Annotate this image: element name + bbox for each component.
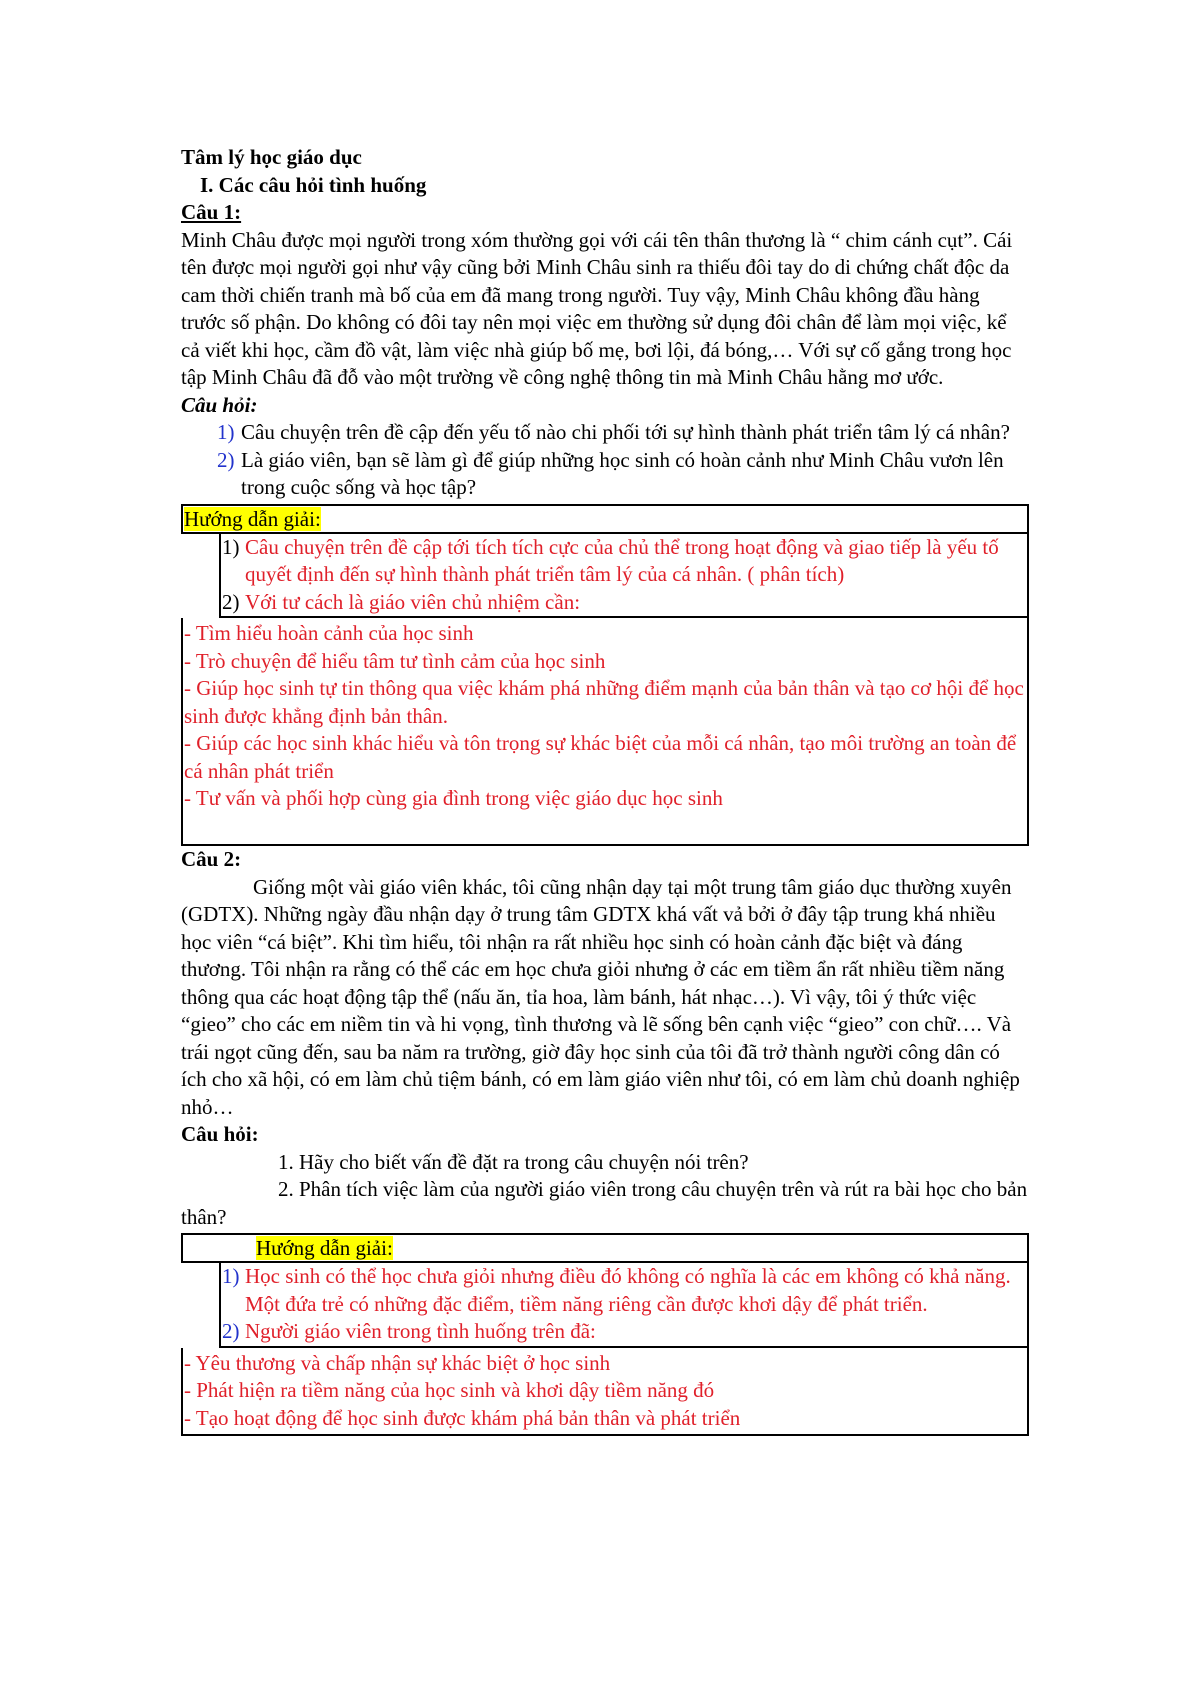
q2-question-2: 2. Phân tích việc làm của người giáo viên trong câu chuyện trên và rút ra bài học cho bản thân? xyxy=(181,1177,1028,1229)
q2-answer-1: 1) Học sinh có thể học chưa giỏi nhưng điều đó không có nghĩa là các em không có khả năng. Một đứa trẻ có những đặc điểm, tiềm năng riêng cần được khơi dậy để phát triển. xyxy=(222,1264,1011,1316)
q2-action: - Phát hiện ra tiềm năng của học sinh và khơi dậy tiềm năng đó xyxy=(184,1378,715,1402)
q2-question-1: 1. Hãy cho biết vấn đề đặt ra trong câu chuyện nói trên? xyxy=(278,1149,749,1174)
q1-actions-box xyxy=(181,618,1029,846)
q2-actions-box xyxy=(181,1348,1029,1437)
q1-action: - Tìm hiểu hoàn cảnh của học sinh xyxy=(184,621,474,645)
q1-questions-label: Câu hỏi: xyxy=(181,392,258,417)
q1-question-list xyxy=(181,419,1029,502)
q1-action: - Giúp học sinh tự tin thông qua việc khám phá những điểm mạnh của bản thân và tạo cơ hội để học sinh được khẳng định bản thân. xyxy=(184,676,1024,728)
section-heading: I. Các câu hỏi tình huống xyxy=(200,172,427,197)
q2-action: - Tạo hoạt động để học sinh được khám phá bản thân và phát triển xyxy=(184,1405,741,1430)
q1-label: Câu 1: xyxy=(181,200,242,224)
doc-title: Tâm lý học giáo dục xyxy=(181,145,362,169)
q1-guide-box xyxy=(181,504,1029,534)
q1-question-2: 2) Là giáo viên, bạn sẽ làm gì để giúp những học sinh có hoàn cảnh như Minh Châu vươn lên trong cuộc sống và học tập? xyxy=(217,447,1004,499)
q2-guide-box xyxy=(181,1233,1029,1263)
q1-text: Minh Châu được mọi người trong xóm thường gọi với cái tên thân thương là “ chim cánh cụt”. Cái tên được mọi người gọi như vậy cũng bởi Minh Châu sinh ra thiếu đôi tay do di chứng chất độc da cam thời chiến tranh mà bố của em đã mang trong người. Tuy vậy, Minh Châu không đầu hàng trước số phận. Do không có đôi tay nên mọi việc em thường sử dụng đôi chân để làm mọi việc, kể cả viết khi học, cầm đồ vật, làm việc nhà giúp bố mẹ, bơi lội, đá bóng,… Với sự cố gắng trong học tập Minh Châu đã đỗ vào một trường về công nghệ thông tin mà Minh Châu hằng mơ ước. xyxy=(181,227,1013,389)
q1-answer-1: 1) Câu chuyện trên đề cập tới tích tích cực của chủ thể trong hoạt động và giao tiếp là yếu tố quyết định đến sự hình thành phát triển tâm lý của cá nhân. ( phân tích) xyxy=(222,534,999,586)
q2-action: - Yêu thương và chấp nhận sự khác biệt ở học sinh xyxy=(184,1350,611,1375)
q1-answer-2: 2) Với tư cách là giáo viên chủ nhiệm cần: xyxy=(222,589,581,614)
q2-label: Câu 2: xyxy=(181,847,242,871)
q1-answer-box xyxy=(219,534,1029,619)
q2-guide-label: Hướng dẫn giải: xyxy=(256,1236,393,1260)
q1-action: - Giúp các học sinh khác hiểu và tôn trọng sự khác biệt của mỗi cá nhân, tạo môi trường an toàn để cá nhân phát triển xyxy=(184,731,1017,783)
q1-action: - Trò chuyện để hiểu tâm tư tình cảm của học sinh xyxy=(184,648,606,673)
q2-answer-box xyxy=(219,1263,1029,1348)
q2-answer-2: 2) Người giáo viên trong tình huống trên đã: xyxy=(222,1319,596,1343)
q1-action: - Tư vấn và phối hợp cùng gia đình trong việc giáo dục học sinh xyxy=(184,786,723,810)
q2-questions-label: Câu hỏi: xyxy=(181,1122,259,1146)
q2-text: Giống một vài giáo viên khác, tôi cũng nhận dạy tại một trung tâm giáo dục thường xuyên (GDTX). Những ngày đầu nhận dạy ở trung tâm GDTX khá vất vả bởi ở đây tập trung khá nhiều học viên “cá biệt”. Khi tìm hiểu, tôi nhận ra rất nhiều học sinh có hoàn cảnh đặc biệt và đáng thương. Tôi nhận ra rằng có thể các em học chưa giỏi nhưng ở các em tiềm ẩn rất nhiều tiềm năng thông qua các hoạt động tập thể (nấu ăn, tỉa hoa, làm bánh, hát nhạc…). Vì vậy, tôi ý thức việc “gieo” cho các em niềm tin và hi vọng, tình thương và lẽ sống bên cạnh việc “gieo” con chữ…. Và trái ngọt cũng đến, sau ba năm ra trường, giờ đây học sinh của tôi đã trở thành người công dân có ích cho xã hội, có em làm chủ tiệm bánh, có em làm giáo viên như tôi, có em làm chủ doanh nghiệp nhỏ… xyxy=(181,874,1020,1119)
q1-guide-label: Hướng dẫn giải: xyxy=(184,506,321,531)
document-content xyxy=(181,144,1029,1436)
q1-question-1: 1) Câu chuyện trên đề cập đến yếu tố nào chi phối tới sự hình thành phát triển tâm lý cá nhân? xyxy=(217,420,1010,444)
